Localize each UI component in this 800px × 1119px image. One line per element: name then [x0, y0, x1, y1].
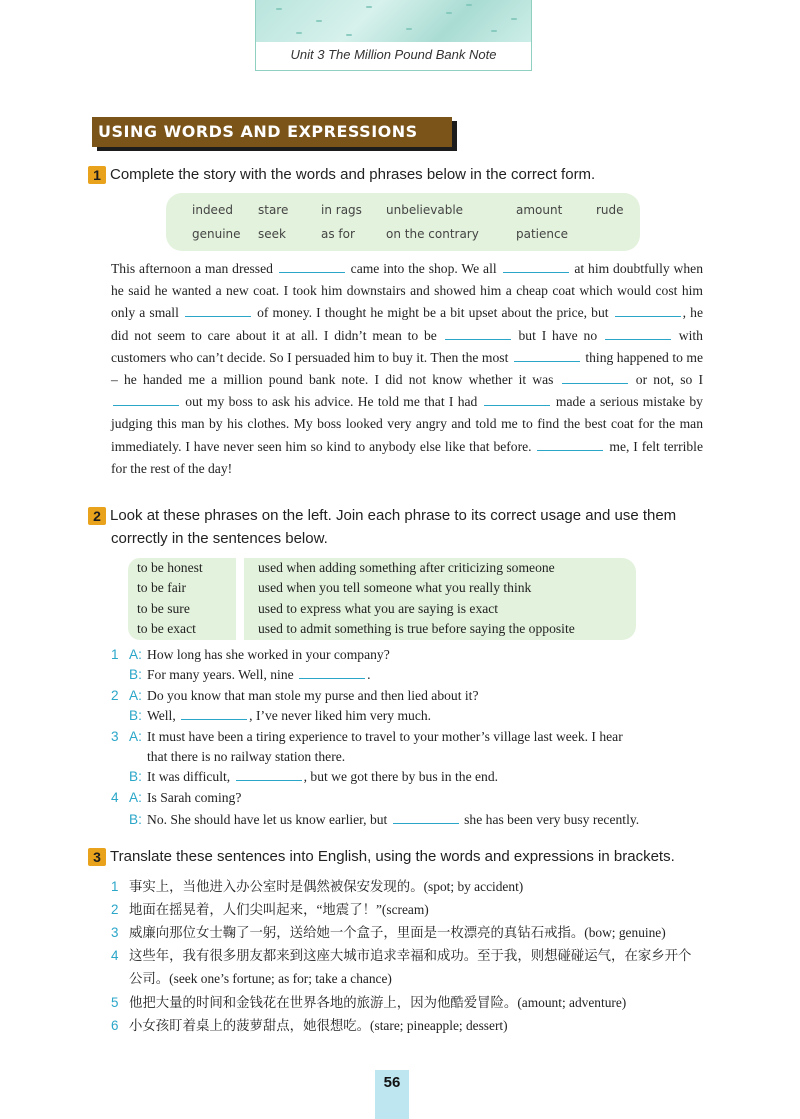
ex3-instruction	[88, 846, 675, 868]
usage-list	[244, 558, 636, 640]
ex2-number: 2	[88, 507, 106, 525]
item-number: 1	[111, 879, 119, 894]
story-text: with customers who can’t decide. So I persuaded him to buy it. Then the most	[111, 327, 703, 365]
answer-blank[interactable]	[393, 811, 459, 824]
item-text: 小女孩盯着桌上的菠萝甜点，她很想吃。(stare; pineapple; dessert)	[129, 1018, 508, 1033]
word-item: seek	[258, 227, 286, 241]
story-text: me, I felt terrible for the rest of the day!	[111, 438, 703, 476]
item-number: 3	[111, 925, 119, 940]
item-number: 6	[111, 1018, 119, 1033]
dialogue-1	[111, 645, 706, 687]
page-number: 56	[375, 1070, 409, 1119]
answer-blank[interactable]	[484, 393, 550, 406]
usage-item: used to admit something is true before saying the opposite	[258, 620, 575, 636]
speaker-a: A:	[129, 647, 142, 662]
answer-blank[interactable]	[236, 768, 302, 781]
item-text: 他把大量的时间和金钱花在世界各地的旅游上，因为他酷爱冒险。(amount; adventure)	[129, 995, 627, 1010]
dialogue-4	[111, 788, 706, 830]
item-number: 3	[111, 729, 119, 744]
speaker-b: B:	[129, 708, 142, 723]
item-number: 4	[111, 790, 119, 805]
speaker-b: B:	[129, 667, 142, 682]
speaker-b: B:	[129, 812, 142, 827]
ex2-instruction-text: Look at these phrases on the left. Join each phrase to its correct usage and use them	[110, 507, 677, 524]
item-number: 4	[111, 948, 119, 963]
word-item: on the contrary	[386, 227, 479, 241]
word-item: genuine	[192, 227, 241, 241]
answer-blank[interactable]	[279, 260, 345, 273]
story-text: came into the shop. We all	[346, 261, 501, 276]
word-item: patience	[516, 227, 568, 241]
line-a-cont: that there is no railway station there.	[147, 749, 346, 764]
answer-blank[interactable]	[514, 349, 580, 362]
unit-header	[255, 0, 532, 71]
story-text: thing happened to me – he handed me a million pound bank note. I did not know whether it was	[111, 349, 703, 388]
line-b: It was difficult, , but we got there by bus in the end.	[147, 769, 499, 784]
story-paragraph	[111, 258, 703, 480]
phrase-item: to be fair	[137, 580, 187, 596]
story-text: but I have no	[512, 327, 603, 343]
section-banner: USING WORDS AND EXPRESSIONS	[92, 117, 452, 147]
speaker-a: A:	[129, 688, 142, 703]
word-item: rude	[596, 203, 624, 217]
answer-blank[interactable]	[615, 304, 681, 317]
phrase-list	[128, 558, 236, 640]
answer-blank[interactable]	[185, 304, 251, 317]
phrase-item: to be exact	[137, 620, 196, 636]
item-number: 2	[111, 688, 119, 703]
word-item: stare	[258, 203, 289, 217]
item-text: 地面在摇晃着，人们尖叫起来，“地震了！”(scream)	[129, 902, 429, 917]
answer-blank[interactable]	[537, 438, 603, 451]
phrase-item: to be honest	[137, 560, 203, 575]
ex1-number: 1	[88, 166, 106, 184]
ex1-instruction	[88, 164, 595, 186]
ex2-instruction	[88, 505, 676, 527]
line-b: Well, , I’ve never liked him very much.	[147, 708, 432, 723]
word-item: unbelievable	[386, 203, 464, 217]
story-text: made a serious mistake by judging this man by his clothes. My boss looked very angry and told me to find the best coat for the man immediately. I have never seen him so kind to anybody else like that before.	[111, 394, 703, 454]
usage-item: used when adding something after criticizing someone	[258, 560, 555, 575]
usage-item: used to express what you are saying is exact	[258, 600, 499, 616]
ex2-instruction-line2: correctly in the sentences below.	[111, 530, 328, 547]
story-text: at him doubtfully when he said he wanted a new coat. I took him downstairs and showed him a cheap coat which would cost him only a small	[111, 261, 704, 321]
line-a: How long has she worked in your company?	[147, 647, 390, 662]
story-text: of money. I thought he might be a bit upset about the price, but	[252, 305, 613, 321]
answer-blank[interactable]	[445, 327, 511, 340]
line-b: No. She should have let us know earlier, but she has been very busy recently.	[147, 812, 640, 827]
line-a: Is Sarah coming?	[147, 790, 242, 805]
answer-blank[interactable]	[299, 666, 365, 679]
word-item: amount	[516, 203, 563, 217]
answer-blank[interactable]	[605, 327, 671, 340]
speaker-a: A:	[129, 790, 142, 805]
line-b: For many years. Well, nine .	[147, 667, 371, 682]
ex3-number: 3	[88, 848, 106, 866]
story-text: This afternoon a man dressed	[111, 261, 277, 276]
ex3-instruction-text: Translate these sentences into English, using the words and expressions in brackets.	[110, 848, 675, 865]
item-number: 2	[111, 902, 119, 917]
unit-title: Unit 3 The Million Pound Bank Note	[290, 47, 497, 62]
item-number: 1	[111, 647, 119, 662]
item-text: 威廉向那位女士鞠了一躬，送给她一个盒子，里面是一枚漂亮的真钻石戒指。(bow; genuine)	[129, 925, 666, 940]
line-a: Do you know that man stole my purse and then lied about it?	[147, 688, 479, 703]
item-text: 这些年，我有很多朋友都来到这座大城市追求幸福和成功。至于我，则想碰碰运气，在家乡开个	[129, 948, 692, 963]
story-text: out my boss to ask his advice. He told me that I had	[181, 394, 482, 410]
header-pattern	[256, 0, 531, 42]
item-text-cont: 公司。(seek one’s fortune; as for; take a chance)	[129, 971, 392, 986]
answer-blank[interactable]	[503, 260, 569, 273]
speaker-a: A:	[129, 729, 142, 744]
word-item: indeed	[192, 203, 233, 217]
ex1-instruction-text: Complete the story with the words and phrases below in the correct form.	[110, 166, 596, 183]
item-text: 事实上，当他进入办公室时是偶然被保安发现的。(spot; by accident)	[129, 879, 524, 894]
dialogue-3	[111, 727, 706, 789]
word-item: as for	[321, 227, 355, 241]
story-text: or not, so I	[629, 372, 703, 388]
story-text: , he did not seem to care about it at all. I didn’t mean to be	[111, 305, 703, 343]
answer-blank[interactable]	[181, 707, 247, 720]
answer-blank[interactable]	[562, 371, 628, 384]
usage-item: used when you tell someone what you really think	[258, 580, 532, 596]
answer-blank[interactable]	[113, 393, 179, 406]
phrase-item: to be sure	[137, 600, 190, 616]
speaker-b: B:	[129, 769, 142, 784]
dialogue-2	[111, 686, 706, 728]
word-bank	[166, 193, 640, 251]
line-a: It must have been a tiring experience to travel to your mother’s village last week. I hear	[147, 729, 623, 744]
word-item: in rags	[321, 203, 362, 217]
item-number: 5	[111, 995, 119, 1010]
